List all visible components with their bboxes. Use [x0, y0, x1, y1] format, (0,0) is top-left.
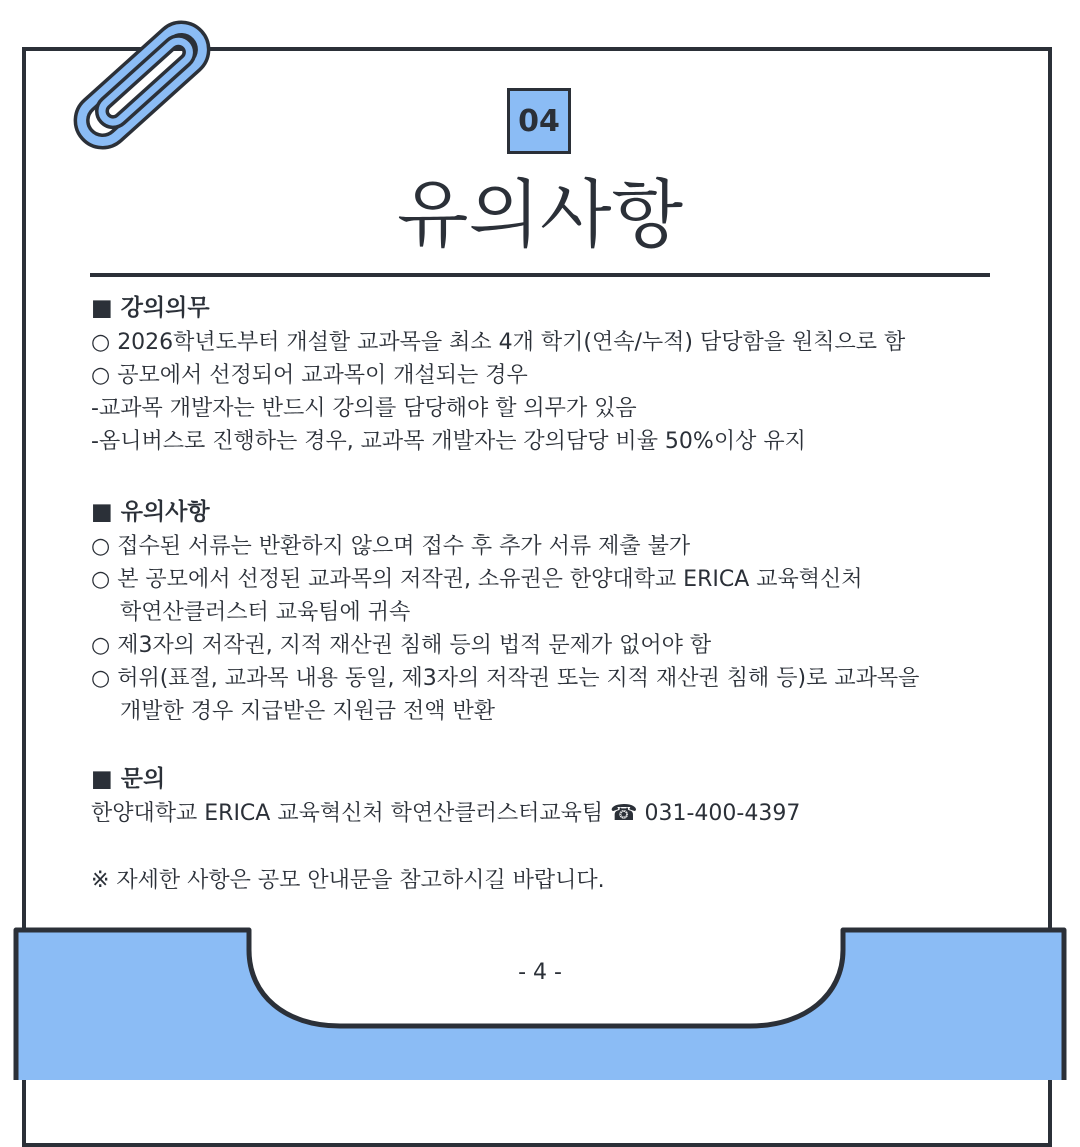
notes-line-2: ○ 본 공모에서 선정된 교과목의 저작권, 소유권은 한양대학교 ERICA 교육혁신처 — [91, 567, 863, 592]
duty-line-4: -옴니버스로 진행하는 경우, 교과목 개발자는 강의담당 비율 50%이상 유지 — [91, 429, 806, 454]
notes-line-2-cont: 학연산클러스터 교육팀에 귀속 — [120, 600, 411, 625]
section-number-badge: 04 — [507, 88, 571, 154]
notes-line-4-cont: 개발한 경우 지급받은 지원금 전액 반환 — [120, 699, 495, 724]
duty-line-1: ○ 2026학년도부터 개설할 교과목을 최소 4개 학기(연속/누적) 담당함을 원칙으로 함 — [91, 330, 906, 355]
section-heading-duty: ■ 강의의무 — [91, 295, 210, 321]
contact-line: 한양대학교 ERICA 교육혁신처 학연산클러스터교육팀 ☎ 031-400-4397 — [91, 801, 801, 826]
footnote: ※ 자세한 사항은 공모 안내문을 참고하시길 바랍니다. — [91, 868, 605, 893]
section-heading-contact: ■ 문의 — [91, 766, 166, 792]
section-heading-notes: ■ 유의사항 — [91, 499, 210, 525]
notes-line-3: ○ 제3자의 저작권, 지적 재산권 침해 등의 법적 문제가 없어야 함 — [91, 633, 712, 658]
duty-line-2: ○ 공모에서 선정되어 교과목이 개설되는 경우 — [91, 363, 528, 388]
page-title: 유의사항 — [397, 172, 683, 258]
notes-line-4: ○ 허위(표절, 교과목 내용 동일, 제3자의 저작권 또는 지적 재산권 침해 등)로 교과목을 — [91, 666, 920, 691]
page-number: - 4 - — [518, 960, 562, 985]
duty-line-3: -교과목 개발자는 반드시 강의를 담당해야 할 의무가 있음 — [91, 396, 637, 421]
notes-line-1: ○ 접수된 서류는 반환하지 않으며 접수 후 추가 서류 제출 불가 — [91, 534, 691, 559]
